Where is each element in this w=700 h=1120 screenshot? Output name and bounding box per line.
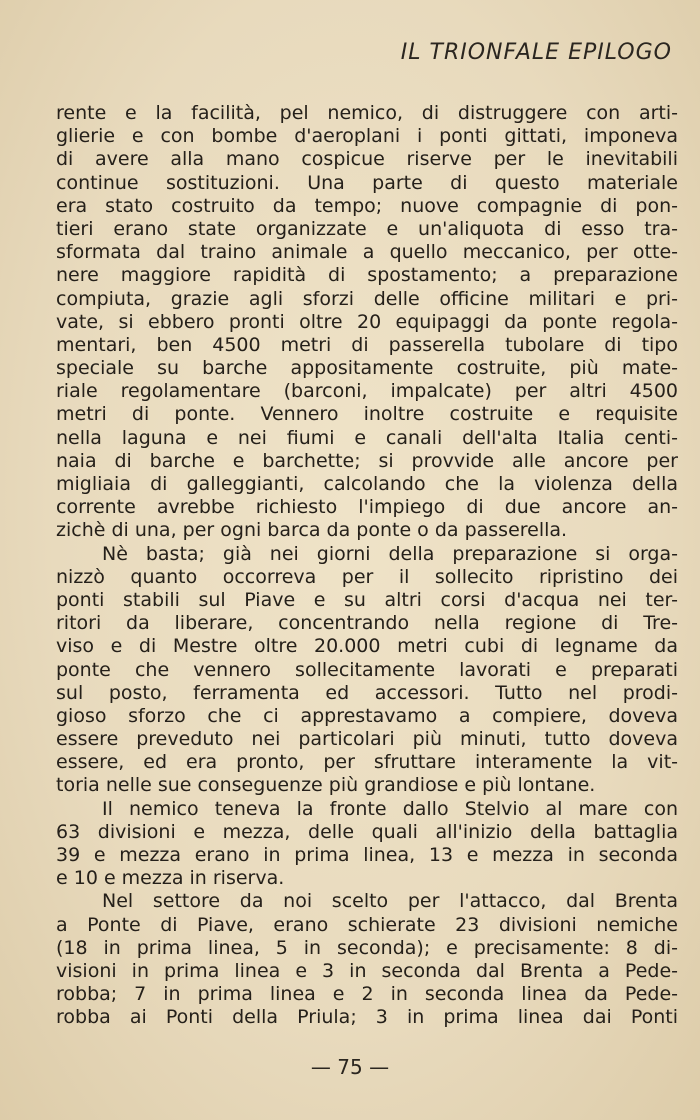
text-line: ritori da liberare, concentrando nella regione di Tre- [56, 612, 678, 635]
text-line: robba ai Ponti della Priula; 3 in prima linea dai Ponti [56, 1006, 678, 1029]
text-line: speciale su barche appositamente costruite, più mate- [56, 357, 678, 380]
text-line: Nè basta; già nei giorni della preparazione si orga- [102, 542, 678, 565]
text-line: nizzò quanto occorreva per il sollecito ripristino dei [56, 565, 678, 588]
page-number: — 75 — [310, 1055, 390, 1079]
text-line: (18 in prima linea, 5 in seconda); e precisamente: 8 di- [56, 936, 678, 959]
text-line: corrente avrebbe richiesto l'impiego di due ancore an- [56, 496, 678, 519]
text-line: naia di barche e barchette; si provvide alle ancore per [56, 449, 678, 472]
text-line: nella laguna e nei fiumi e canali dell'alta Italia centi- [56, 426, 678, 449]
text-line: nere maggiore rapidità di spostamento; a preparazione [56, 264, 678, 287]
text-line: rente e la facilità, pel nemico, di distruggere con arti- [56, 102, 678, 124]
text-line: ponte che vennero sollecitamente lavorati e preparati [56, 658, 678, 681]
text-line: era stato costruito da tempo; nuove compagnie di pon- [56, 194, 678, 217]
text-line: vate, si ebbero pronti oltre 20 equipaggi da ponte regola- [56, 310, 678, 333]
text-line: sul posto, ferramenta ed accessori. Tutto nel prodi- [56, 681, 678, 704]
text-line: gioso sforzo che ci apprestavamo a compiere, doveva [56, 704, 678, 727]
text-line: essere preveduto nei particolari più minuti, tutto doveva [56, 728, 678, 751]
running-title: IL TRIONFALE EPILOGO [400, 40, 672, 65]
text-line: toria nelle sue conseguenze più grandiose e più lontane. [56, 774, 596, 797]
text-line: tieri erano state organizzate e un'aliquota di esso tra- [56, 217, 678, 240]
text-line: continue sostituzioni. Una parte di questo materiale [56, 171, 678, 194]
text-line: zichè di una, per ogni barca da ponte o da passerella. [56, 519, 568, 542]
text-line: mentari, ben 4500 metri di passerella tubolare di tipo [56, 333, 678, 356]
text-line: sformata dal traino animale a quello meccanico, per otte- [56, 241, 678, 264]
text-line: robba; 7 in prima linea e 2 in seconda linea da Pede- [56, 983, 678, 1006]
text-line: compiuta, grazie agli sforzi delle officine militari e pri- [56, 287, 678, 310]
text-line: ponti stabili sul Piave e su altri corsi d'acqua nei ter- [56, 588, 678, 611]
text-line: migliaia di galleggianti, calcolando che la violenza della [56, 473, 678, 495]
text-line: essere, ed era pronto, per sfruttare interamente la vit- [56, 751, 678, 774]
text-line: a Ponte di Piave, erano schierate 23 divisioni nemiche [56, 913, 678, 936]
text-line: viso e di Mestre oltre 20.000 metri cubi di legname da [56, 635, 678, 658]
text-line: metri di ponte. Vennero inoltre costruite e requisite [56, 403, 678, 426]
body-text [56, 102, 678, 1030]
text-line: 63 divisioni e mezza, delle quali all'inizio della battaglia [56, 820, 678, 843]
text-line: riale regolamentare (barconi, impalcate) per altri 4500 [56, 380, 678, 403]
text-line: visioni in prima linea e 3 in seconda dal Brenta a Pede- [56, 959, 678, 982]
text-line: Nel settore da noi scelto per l'attacco, dal Brenta [102, 890, 678, 913]
text-line: Il nemico teneva la fronte dallo Stelvio al mare con [102, 797, 678, 820]
text-line: glierie e con bombe d'aeroplani i ponti gittati, imponeva [56, 125, 678, 148]
text-line: e 10 e mezza in riserva. [56, 867, 285, 890]
text-line: 39 e mezza erano in prima linea, 13 e mezza in seconda [56, 844, 678, 866]
text-line: di avere alla mano cospicue riserve per le inevitabili [56, 148, 678, 171]
